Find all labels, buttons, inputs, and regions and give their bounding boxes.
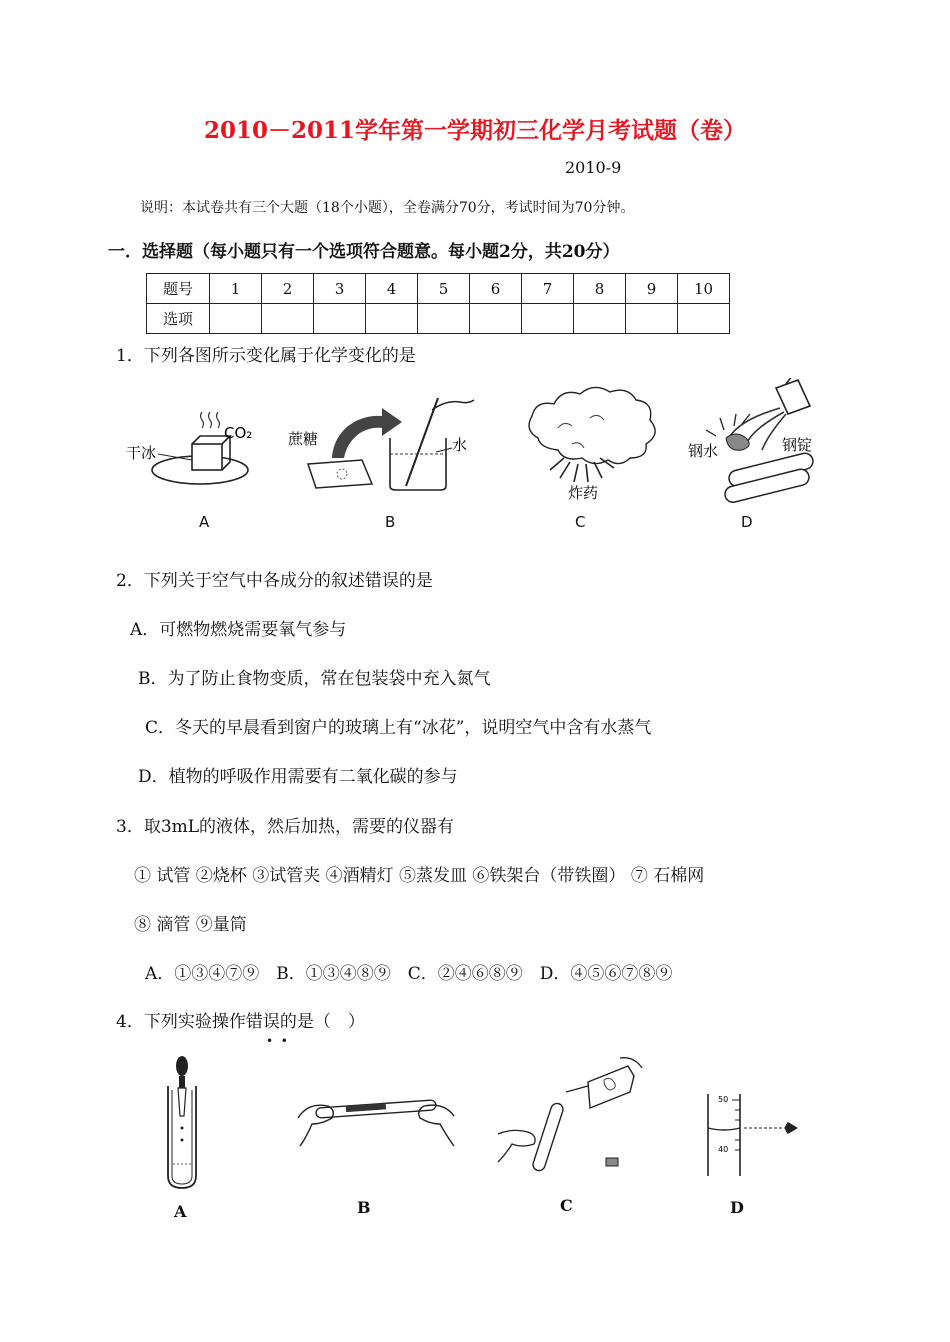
answer-cell-7[interactable] xyxy=(522,304,574,334)
q2-option-b: B．为了防止食物变质，常在包装袋中充入氮气 xyxy=(138,669,491,689)
answer-cell-9[interactable] xyxy=(626,304,678,334)
q3-choices: A．①③④⑦⑨ B．①③④⑧⑨ C．②④⑥⑧⑨ D．④⑤⑥⑦⑧⑨ xyxy=(145,964,673,984)
exam-date: 2010-9 xyxy=(565,158,622,177)
table-cell-number: 7 xyxy=(522,274,574,304)
section-1-heading: 一．选择题（每小题只有一个选项符合题意。每小题2分，共20分） xyxy=(108,242,620,262)
scale-label-40: 40 xyxy=(718,1145,729,1154)
label-explosive: 炸药 xyxy=(568,484,599,502)
q1-option-d: D xyxy=(741,513,753,531)
page-title: 2010－2011学年第一学期初三化学月考试题（卷） xyxy=(203,117,747,144)
table-cell-number: 3 xyxy=(314,274,366,304)
exam-note: 说明：本试卷共有三个大题（18个小题），全卷满分70分，考试时间为70分钟。 xyxy=(140,200,635,216)
table-cell-number: 9 xyxy=(626,274,678,304)
figure-a-dropper xyxy=(168,1056,196,1188)
answer-cell-2[interactable] xyxy=(262,304,314,334)
q4-option-a: A xyxy=(174,1202,187,1221)
q2-option-d: D．植物的呼吸作用需要有二氧化碳的参与 xyxy=(138,767,458,787)
label-molten-steel: 钢水 xyxy=(688,442,719,460)
q1-option-c: C xyxy=(575,513,586,531)
answer-cell-10[interactable] xyxy=(678,304,730,334)
scale-label-50: 50 xyxy=(718,1095,729,1104)
table-header-number: 题号 xyxy=(147,274,210,304)
figure-b-sugar-water xyxy=(288,398,474,490)
answer-table-number-row xyxy=(147,274,730,304)
table-cell-number: 8 xyxy=(574,274,626,304)
question-4-stem: 4．下列实验操作错误的是（ ） xyxy=(116,1012,365,1032)
emphasis-dots: • • xyxy=(266,1034,288,1048)
label-co2: CO₂ xyxy=(224,424,253,442)
q1-option-a: A xyxy=(199,513,210,531)
figure-a-dry-ice xyxy=(126,412,252,484)
q1-option-b: B xyxy=(385,513,396,531)
q2-option-a: A．可燃物燃烧需要氧气参与 xyxy=(130,620,347,640)
table-cell-number: 1 xyxy=(210,274,262,304)
answer-cell-4[interactable] xyxy=(366,304,418,334)
table-cell-number: 6 xyxy=(470,274,522,304)
table-cell-number: 10 xyxy=(678,274,730,304)
figure-d-cylinder xyxy=(708,1094,798,1176)
question-1-stem: 1．下列各图所示变化属于化学变化的是 xyxy=(116,346,416,366)
answer-cell-1[interactable] xyxy=(210,304,262,334)
answer-table-choice-row xyxy=(147,304,730,334)
answer-cell-5[interactable] xyxy=(418,304,470,334)
label-steel-ingot: 钢锭 xyxy=(782,436,813,454)
answer-cell-3[interactable] xyxy=(314,304,366,334)
figure-b-hands-tube xyxy=(298,1100,454,1146)
table-cell-number: 4 xyxy=(366,274,418,304)
table-cell-number: 2 xyxy=(262,274,314,304)
figure-d-steel xyxy=(688,378,815,504)
q4-option-c: C xyxy=(560,1196,573,1215)
label-sugar: 蔗糖 xyxy=(288,430,319,448)
label-water: 水 xyxy=(452,436,468,454)
question-2-stem: 2．下列关于空气中各成分的叙述错误的是 xyxy=(116,571,433,591)
label-dry-ice: 干冰 xyxy=(126,444,157,462)
figure-c-explosion xyxy=(529,387,655,502)
q4-option-b: B xyxy=(357,1198,371,1217)
figure-c-pouring xyxy=(498,1058,642,1172)
q2-option-c: C．冬天的早晨看到窗户的玻璃上有“冰花”，说明空气中含有水蒸气 xyxy=(145,718,652,738)
q4-option-d: D xyxy=(730,1198,744,1217)
question-4-figures xyxy=(150,1052,820,1194)
answer-table xyxy=(146,273,730,334)
question-3-stem: 3．取3mL的液体，然后加热，需要的仪器有 xyxy=(116,817,455,837)
table-cell-number: 5 xyxy=(418,274,470,304)
question-1-figures xyxy=(120,378,820,506)
answer-cell-8[interactable] xyxy=(574,304,626,334)
q3-instrument-list-2: ⑧ 滴管 ⑨量筒 xyxy=(134,915,247,935)
answer-cell-6[interactable] xyxy=(470,304,522,334)
q3-instrument-list-1: ① 试管 ②烧杯 ③试管夹 ④酒精灯 ⑤蒸发皿 ⑥铁架台（带铁圈） ⑦ 石棉网 xyxy=(134,866,705,886)
table-header-choice: 选项 xyxy=(147,304,210,334)
